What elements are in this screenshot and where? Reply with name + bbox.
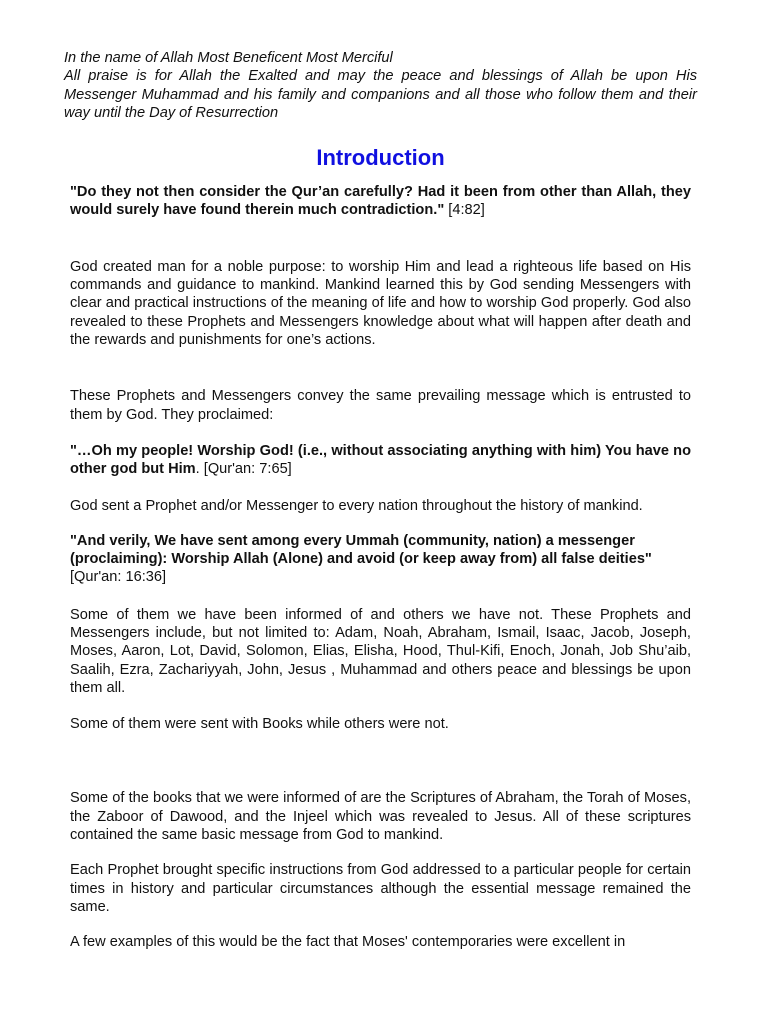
quote-16-36: "And verily, We have sent among every Ummah (community, nation) a messenger (proclaiming): Worship Allah (Alone) and avoid (or keep away from) all false deities" bbox=[70, 532, 652, 568]
quote-text: "Do they not then consider the Qur’an carefully? Had it been from other than Allah, they would surely have found therein much contradiction." bbox=[70, 184, 691, 219]
paragraph-books: Some of them were sent with Books while others were not. bbox=[70, 716, 449, 733]
quote-7-65 bbox=[70, 442, 691, 479]
opening-invocation bbox=[64, 49, 697, 122]
paragraph-instructions: Each Prophet brought specific instructions from God addressed to a particular people for certain times in history and particular circumstances although the essential message remained the same. bbox=[70, 862, 691, 915]
paragraph-every-nation: God sent a Prophet and/or Messenger to every nation throughout the history of mankind. bbox=[70, 498, 643, 515]
paragraph-prophets-list: Some of them we have been informed of and others we have not. These Prophets and Messengers include, but not limited to: Adam, Noah, Abraham, Ismail, Isaac, Jacob, Joseph, Moses, Aaron, Lot, David, Solomon, Elias, Elisha, Hood, Thul-Kifi, Enoch, Jonah, Job Shu’aib, Saalih, Ezra, Zachariyyah, John, Jesus , Muhammad and others peace and blessings be upon them all. bbox=[70, 606, 691, 696]
quote-reference: [Qur'an: 16:36] bbox=[70, 569, 167, 586]
quote-4-82 bbox=[70, 183, 691, 220]
paragraph-examples: A few examples of this would be the fact that Moses' contemporaries were excellent in bbox=[70, 934, 626, 951]
paragraph-purpose: God created man for a noble purpose: to worship Him and lead a righteous life based on His commands and guidance to mankind. Mankind learned this by God sending Messengers with clear and practical instructions of the meaning of life and how to worship God properly. God also revealed to these Prophets and Messengers knowledge about what will happen after death and the rewards and punishments for one’s actions. bbox=[70, 258, 691, 348]
invocation-line-1: In the name of Allah Most Beneficent Most Merciful bbox=[64, 50, 393, 66]
document-page bbox=[64, 0, 697, 952]
paragraph-message: These Prophets and Messengers convey the same prevailing message which is entrusted to them by God. They proclaimed: bbox=[70, 388, 691, 423]
quote-text: "…Oh my people! Worship God! (i.e., without associating anything with him) You have no other god but Him bbox=[70, 442, 691, 478]
invocation-line-2: All praise is for Allah the Exalted and may the peace and blessings of Allah be upon His Messenger Muhammad and his family and companions and all those who follow them and their way until the Day of Resurrection bbox=[64, 68, 697, 121]
paragraph-scriptures: Some of the books that we were informed of are the Scriptures of Abraham, the Torah of Moses, the Zaboor of Dawood, and the Injeel which was revealed to Jesus. All of these scriptures contained the same basic message from God to mankind. bbox=[70, 790, 691, 844]
page-title: Introduction bbox=[316, 145, 445, 171]
quote-reference: [4:82] bbox=[444, 202, 485, 219]
quote-reference: . [Qur'an: 7:65] bbox=[195, 461, 292, 478]
